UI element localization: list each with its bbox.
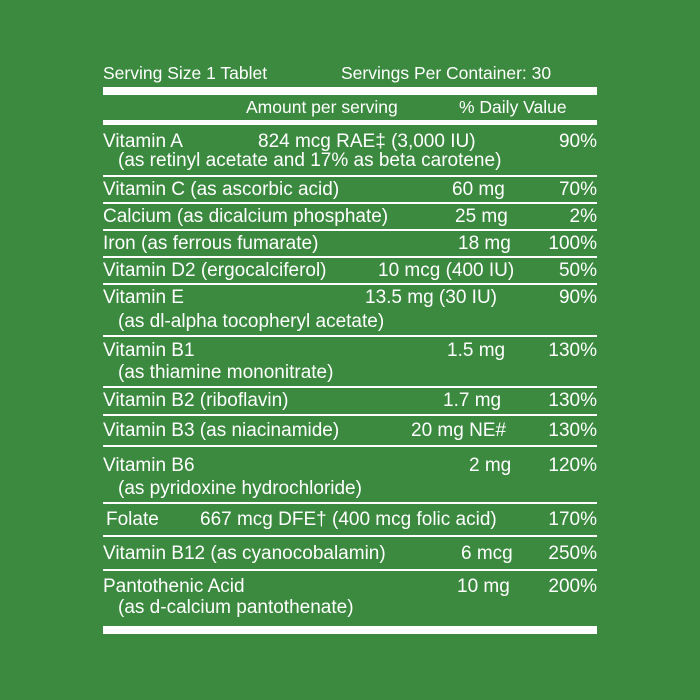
nutrient-amount-iron: 18 mg — [458, 233, 511, 254]
row-divider — [103, 445, 597, 447]
nutrient-dv-folate: 170% — [548, 509, 597, 530]
row-divider — [103, 283, 597, 285]
nutrient-name-vitamin-a: Vitamin A — [103, 131, 183, 152]
header-thick-rule — [103, 87, 597, 95]
nutrient-name-pantothenic-acid: Pantothenic Acid — [103, 576, 245, 597]
daily-value-header: % Daily Value — [459, 97, 567, 117]
row-divider — [103, 502, 597, 504]
nutrient-name-vitamin-d2: Vitamin D2 (ergocalciferol) — [103, 260, 327, 281]
supplement-facts-panel — [103, 60, 597, 640]
row-divider — [103, 202, 597, 204]
nutrient-name-vitamin-e: Vitamin E — [103, 287, 184, 308]
row-divider — [103, 386, 597, 388]
nutrient-amount-pantothenic-acid: 10 mg — [457, 576, 510, 597]
row-divider — [103, 256, 597, 258]
nutrient-detail-vitamin-a: (as retinyl acetate and 17% as beta carotene) — [118, 150, 502, 171]
row-divider — [103, 414, 597, 416]
nutrient-dv-vitamin-b2: 130% — [548, 390, 597, 411]
amount-per-serving-header: Amount per serving — [246, 97, 398, 117]
nutrient-dv-vitamin-b12: 250% — [548, 543, 597, 564]
nutrient-name-iron: Iron (as ferrous fumarate) — [103, 233, 319, 254]
nutrient-dv-vitamin-b1: 130% — [548, 340, 597, 361]
nutrient-name-vitamin-b6: Vitamin B6 — [103, 455, 195, 476]
nutrient-detail-vitamin-b6: (as pyridoxine hydrochloride) — [118, 478, 362, 499]
nutrient-dv-vitamin-e: 90% — [558, 287, 597, 308]
nutrient-name-vitamin-b3: Vitamin B3 (as niacinamide) — [103, 420, 340, 441]
nutrient-dv-iron: 100% — [548, 233, 597, 254]
footer-thick-rule — [103, 626, 597, 634]
nutrient-amount-calcium: 25 mg — [455, 206, 508, 227]
nutrient-amount-vitamin-e: 13.5 mg (30 IU) — [365, 287, 497, 308]
nutrient-name-vitamin-c: Vitamin C (as ascorbic acid) — [103, 179, 340, 200]
nutrient-amount-vitamin-b2: 1.7 mg — [443, 390, 502, 411]
nutrient-detail-vitamin-b1: (as thiamine mononitrate) — [118, 362, 334, 383]
nutrient-amount-vitamin-b3: 20 mg NE# — [411, 420, 507, 441]
nutrient-dv-vitamin-c: 70% — [558, 179, 597, 200]
row-divider — [103, 175, 597, 177]
nutrient-detail-pantothenic-acid: (as d-calcium pantothenate) — [118, 597, 354, 618]
nutrient-dv-calcium: 2% — [569, 206, 597, 227]
nutrient-amount-vitamin-d2: 10 mcg (400 IU) — [378, 260, 515, 281]
nutrient-amount-folate: 667 mcg DFE† (400 mcg folic acid) — [200, 509, 497, 530]
row-divider — [103, 569, 597, 571]
header-rule — [103, 120, 597, 125]
nutrient-name-vitamin-b12: Vitamin B12 (as cyanocobalamin) — [103, 543, 386, 564]
nutrient-name-calcium: Calcium (as dicalcium phosphate) — [103, 206, 389, 227]
nutrient-name-vitamin-b2: Vitamin B2 (riboflavin) — [103, 390, 289, 411]
nutrient-name-vitamin-b1: Vitamin B1 — [103, 340, 195, 361]
nutrient-amount-vitamin-c: 60 mg — [452, 179, 505, 200]
nutrient-amount-vitamin-b12: 6 mcg — [461, 543, 513, 564]
nutrient-detail-vitamin-e: (as dl-alpha tocopheryl acetate) — [118, 311, 385, 332]
row-divider — [103, 229, 597, 231]
nutrient-amount-vitamin-b6: 2 mg — [469, 455, 512, 476]
serving-size: Serving Size 1 Tablet — [103, 63, 268, 83]
nutrient-dv-vitamin-b6: 120% — [548, 455, 597, 476]
nutrient-amount-vitamin-a: 824 mcg RAE‡ (3,000 IU) — [258, 131, 476, 152]
row-divider — [103, 335, 597, 337]
nutrient-dv-vitamin-a: 90% — [558, 131, 597, 152]
nutrient-dv-vitamin-d2: 50% — [558, 260, 597, 281]
nutrient-amount-vitamin-b1: 1.5 mg — [447, 340, 506, 361]
nutrient-dv-pantothenic-acid: 200% — [548, 576, 597, 597]
servings-per-container: Servings Per Container: 30 — [341, 63, 552, 83]
nutrient-dv-vitamin-b3: 130% — [548, 420, 597, 441]
row-divider — [103, 535, 597, 537]
nutrient-name-folate: Folate — [106, 509, 159, 530]
